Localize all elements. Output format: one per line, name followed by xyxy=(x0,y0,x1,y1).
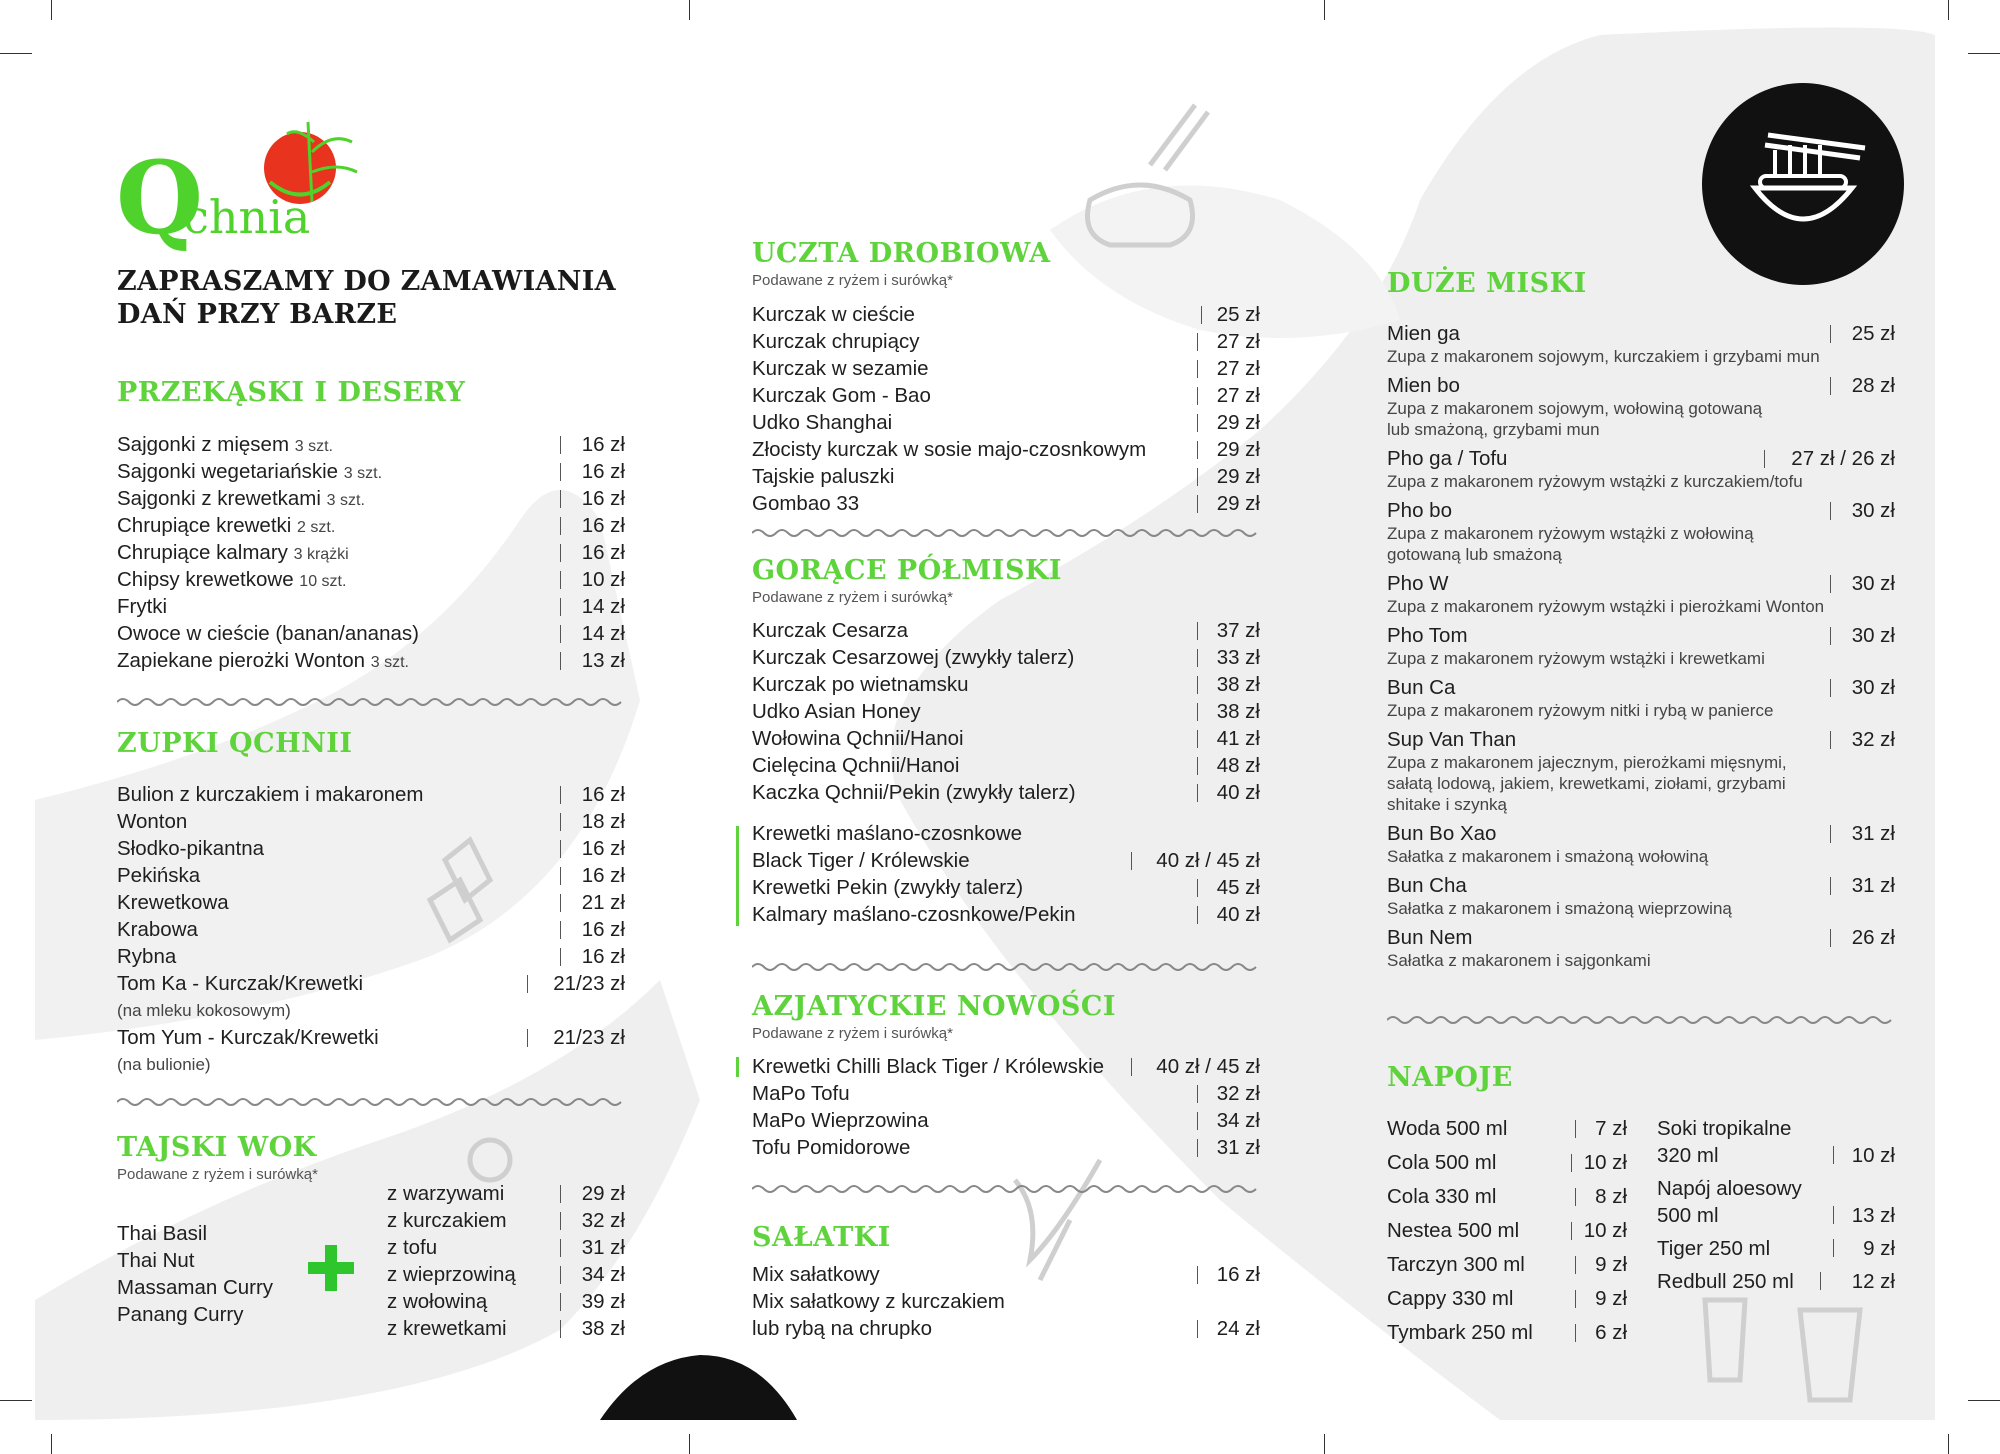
list-item: Cola 500 ml 10 zł xyxy=(1387,1151,1627,1174)
list-item: MaPo Tofu 32 zł xyxy=(752,1082,1260,1105)
section-subtitle: Podawane z ryżem i surówką* xyxy=(117,1166,318,1183)
crop-mark xyxy=(1968,1400,2000,1401)
list-item: Tiger 250 ml 9 zł xyxy=(1657,1237,1895,1260)
list-item: Kaczka Qchnii/Pekin (zwykły talerz) 40 zł xyxy=(752,781,1260,804)
list-item: Kurczak Cesarzowej (zwykły talerz) 33 zł xyxy=(752,646,1260,669)
wave-divider xyxy=(752,526,1260,540)
list-item: Wonton 18 zł xyxy=(117,810,625,833)
list-item: Kurczak w sezamie 27 zł xyxy=(752,357,1260,380)
list-item: Chipsy krewetkowe 10 szt. 10 zł xyxy=(117,568,625,591)
list-item: Udko Shanghai 29 zł xyxy=(752,411,1260,434)
list-item: Thai Nut xyxy=(117,1249,195,1272)
crop-mark xyxy=(689,1434,690,1454)
section-subtitle: Podawane z ryżem i surówką* xyxy=(752,589,953,606)
list-item: Mien bo 28 zł Zupa z makaronem sojowym, wołowiną gotowaną lub smażoną, grzybami mun xyxy=(1387,374,1895,439)
przekaski-list xyxy=(117,431,625,674)
list-item: Soki tropikalne 320 ml 10 zł xyxy=(1657,1117,1895,1167)
list-item: Tom Ka - Kurczak/Krewetki (na mleku kokosowym) 21/23 zł xyxy=(117,972,625,1020)
list-item: Wołowina Qchnii/Hanoi 41 zł xyxy=(752,727,1260,750)
highlight-bar xyxy=(736,1057,739,1077)
list-item: Napój aloesowy 500 ml 13 zł xyxy=(1657,1177,1895,1227)
section-title-zupki: ZUPKI QCHNII xyxy=(117,728,353,759)
crop-mark xyxy=(0,1400,32,1401)
list-item: Kalmary maślano-czosnkowe/Pekin 40 zł xyxy=(752,903,1260,926)
list-item: MaPo Wieprzowina 34 zł xyxy=(752,1109,1260,1132)
crop-mark xyxy=(1324,1434,1325,1454)
crop-mark xyxy=(1948,1434,1949,1454)
list-item: Massaman Curry xyxy=(117,1276,274,1299)
list-item: Krewetkowa 21 zł xyxy=(117,891,625,914)
nowosci-list xyxy=(752,1053,1260,1161)
section-subtitle: Podawane z ryżem i surówką* xyxy=(752,1025,953,1042)
wave-divider xyxy=(117,695,625,709)
crop-mark xyxy=(1948,0,1949,20)
list-item: Bun Ca 30 zł Zupa z makaronem ryżowym nitki i rybą w panierce xyxy=(1387,676,1895,720)
list-item: Krabowa 16 zł xyxy=(117,918,625,941)
list-item: Mien ga 25 zł Zupa z makaronem sojowym, kurczakiem i grzybami mun xyxy=(1387,322,1895,366)
list-item: Tofu Pomidorowe 31 zł xyxy=(752,1136,1260,1159)
page-title: ZAPRASZAMY DO ZAMAWIANIA DAŃ PRZY BARZE xyxy=(117,266,616,330)
list-item: Mix sałatkowy z kurczakiem xyxy=(752,1290,1005,1313)
list-item: Pho ga / Tofu 27 zł / 26 zł Zupa z makaronem ryżowym wstążki z kurczakiem/tofu xyxy=(1387,447,1895,491)
section-title-wok: TAJSKI WOK xyxy=(117,1132,317,1163)
list-item: Panang Curry xyxy=(117,1303,244,1326)
list-item: Kurczak Cesarza 37 zł xyxy=(752,619,1260,642)
list-item: Cielęcina Qchnii/Hanoi 48 zł xyxy=(752,754,1260,777)
list-item: Cappy 330 ml 9 zł xyxy=(1387,1287,1627,1310)
wave-divider xyxy=(1387,1013,1895,1027)
napoje-list-left xyxy=(1387,1112,1627,1350)
highlight-bar xyxy=(736,826,739,926)
wave-divider xyxy=(752,1182,1260,1196)
list-item: Zapiekane pierożki Wonton 3 szt. 13 zł xyxy=(117,649,625,672)
list-item: Kurczak w cieście 25 zł xyxy=(752,303,1260,326)
list-item: Krewetki Pekin (zwykły talerz) 45 zł xyxy=(752,876,1260,899)
list-item: Cola 330 ml 8 zł xyxy=(1387,1185,1627,1208)
list-item: Sajgonki z mięsem 3 szt. 16 zł xyxy=(117,433,625,456)
list-item: Pho bo 30 zł Zupa z makaronem ryżowym wstążki z wołowiną gotowaną lub smażoną xyxy=(1387,499,1895,564)
list-item: Frytki 14 zł xyxy=(117,595,625,618)
list-item: Nestea 500 ml 10 zł xyxy=(1387,1219,1627,1242)
crop-mark xyxy=(1968,53,2000,54)
section-title-miski: DUŻE MISKI xyxy=(1387,268,1587,299)
miski-list xyxy=(1387,321,1895,977)
list-item: Woda 500 ml 7 zł xyxy=(1387,1117,1627,1140)
list-item: Pho W 30 zł Zupa z makaronem ryżowym wstążki i pierożkami Wonton xyxy=(1387,572,1895,616)
crop-mark xyxy=(51,0,52,20)
list-item: z wieprzowiną 34 zł xyxy=(387,1263,625,1286)
crop-mark xyxy=(51,1434,52,1454)
crop-mark xyxy=(689,0,690,20)
list-item: z tofu 31 zł xyxy=(387,1236,625,1259)
wave-divider xyxy=(752,960,1260,974)
list-item: Krewetki Chilli Black Tiger / Królewskie 40 zł / 45 zł xyxy=(752,1055,1260,1078)
zupki-list xyxy=(117,781,625,1078)
list-item: Thai Basil xyxy=(117,1222,208,1245)
list-item: Redbull 250 ml 12 zł xyxy=(1657,1270,1895,1293)
goronce-list xyxy=(752,617,1260,806)
wok-options xyxy=(387,1180,625,1342)
napoje-list-right xyxy=(1657,1115,1895,1301)
list-item: Kurczak po wietnamsku 38 zł xyxy=(752,673,1260,696)
list-item: Sup Van Than 32 zł Zupa z makaronem jajecznym, pierożkami mięsnymi, sałatą lodową, jakiem, krewetkami, ziołami, grzybami shitake i szynką xyxy=(1387,728,1895,814)
list-item: Gombao 33 29 zł xyxy=(752,492,1260,515)
section-title-goronce: GORĄCE PÓŁMISKI xyxy=(752,555,1063,586)
list-item: Rybna 16 zł xyxy=(117,945,625,968)
list-item: Słodko-pikantna 16 zł xyxy=(117,837,625,860)
plus-icon xyxy=(308,1245,354,1291)
list-item: Złocisty kurczak w sosie majo-czosnkowym 29 zł xyxy=(752,438,1260,461)
section-title-napoje: NAPOJE xyxy=(1387,1062,1513,1093)
list-item: z wołowiną 39 zł xyxy=(387,1290,625,1313)
brand-logo xyxy=(112,112,372,257)
section-subtitle: Podawane z ryżem i surówką* xyxy=(752,272,953,289)
list-item: z krewetkami 38 zł xyxy=(387,1317,625,1340)
list-item: Kurczak Gom - Bao 27 zł xyxy=(752,384,1260,407)
list-item: Udko Asian Honey 38 zł xyxy=(752,700,1260,723)
list-item: Sajgonki z krewetkami 3 szt. 16 zł xyxy=(117,487,625,510)
list-item: Krewetki maślano-czosnkowe xyxy=(752,822,1023,845)
section-title-salatki: SAŁATKI xyxy=(752,1222,891,1253)
list-item: Bun Nem 26 zł Sałatka z makaronem i sajgonkami xyxy=(1387,926,1895,970)
list-item: Bulion z kurczakiem i makaronem 16 zł xyxy=(117,783,625,806)
list-item: Tom Yum - Kurczak/Krewetki (na bulionie) 21/23 zł xyxy=(117,1026,625,1074)
list-item: Mix sałatkowy 16 zł xyxy=(752,1263,1260,1286)
section-title-przekaski: PRZEKĄSKI I DESERY xyxy=(117,377,466,408)
list-item: z kurczakiem 32 zł xyxy=(387,1209,625,1232)
list-item: Owoce w cieście (banan/ananas) 14 zł xyxy=(117,622,625,645)
list-item: Pho Tom 30 zł Zupa z makaronem ryżowym wstążki i krewetkami xyxy=(1387,624,1895,668)
list-item: lub rybą na chrupko 24 zł xyxy=(752,1317,1260,1340)
list-item: Pekińska 16 zł xyxy=(117,864,625,887)
crop-mark xyxy=(0,53,32,54)
list-item: Black Tiger / Królewskie 40 zł / 45 zł xyxy=(752,849,1260,872)
brand-wordmark: Qchnia xyxy=(116,139,311,257)
salatki-list xyxy=(752,1261,1260,1342)
crop-mark xyxy=(1324,0,1325,20)
section-title-drobiowa: UCZTA DROBIOWA xyxy=(752,238,1051,269)
seafood-list xyxy=(752,820,1260,928)
section-title-nowosci: AZJATYCKIE NOWOŚCI xyxy=(752,991,1117,1022)
list-item: Bun Bo Xao 31 zł Sałatka z makaronem i smażoną wołowiną xyxy=(1387,822,1895,866)
list-item: Kurczak chrupiący 27 zł xyxy=(752,330,1260,353)
list-item: Chrupiące krewetki 2 szt. 16 zł xyxy=(117,514,625,537)
list-item: Bun Cha 31 zł Sałatka z makaronem i smażoną wieprzowiną xyxy=(1387,874,1895,918)
wave-divider xyxy=(117,1095,625,1109)
list-item: Tajskie paluszki 29 zł xyxy=(752,465,1260,488)
list-item: Sajgonki wegetariańskie 3 szt. 16 zł xyxy=(117,460,625,483)
list-item: Tymbark 250 ml 6 zł xyxy=(1387,1321,1627,1344)
list-item: Tarczyn 300 ml 9 zł xyxy=(1387,1253,1627,1276)
wok-dishes xyxy=(117,1220,273,1328)
drobiowa-list xyxy=(752,301,1260,517)
list-item: z warzywami 29 zł xyxy=(387,1182,625,1205)
list-item: Chrupiące kalmary 3 krążki 16 zł xyxy=(117,541,625,564)
